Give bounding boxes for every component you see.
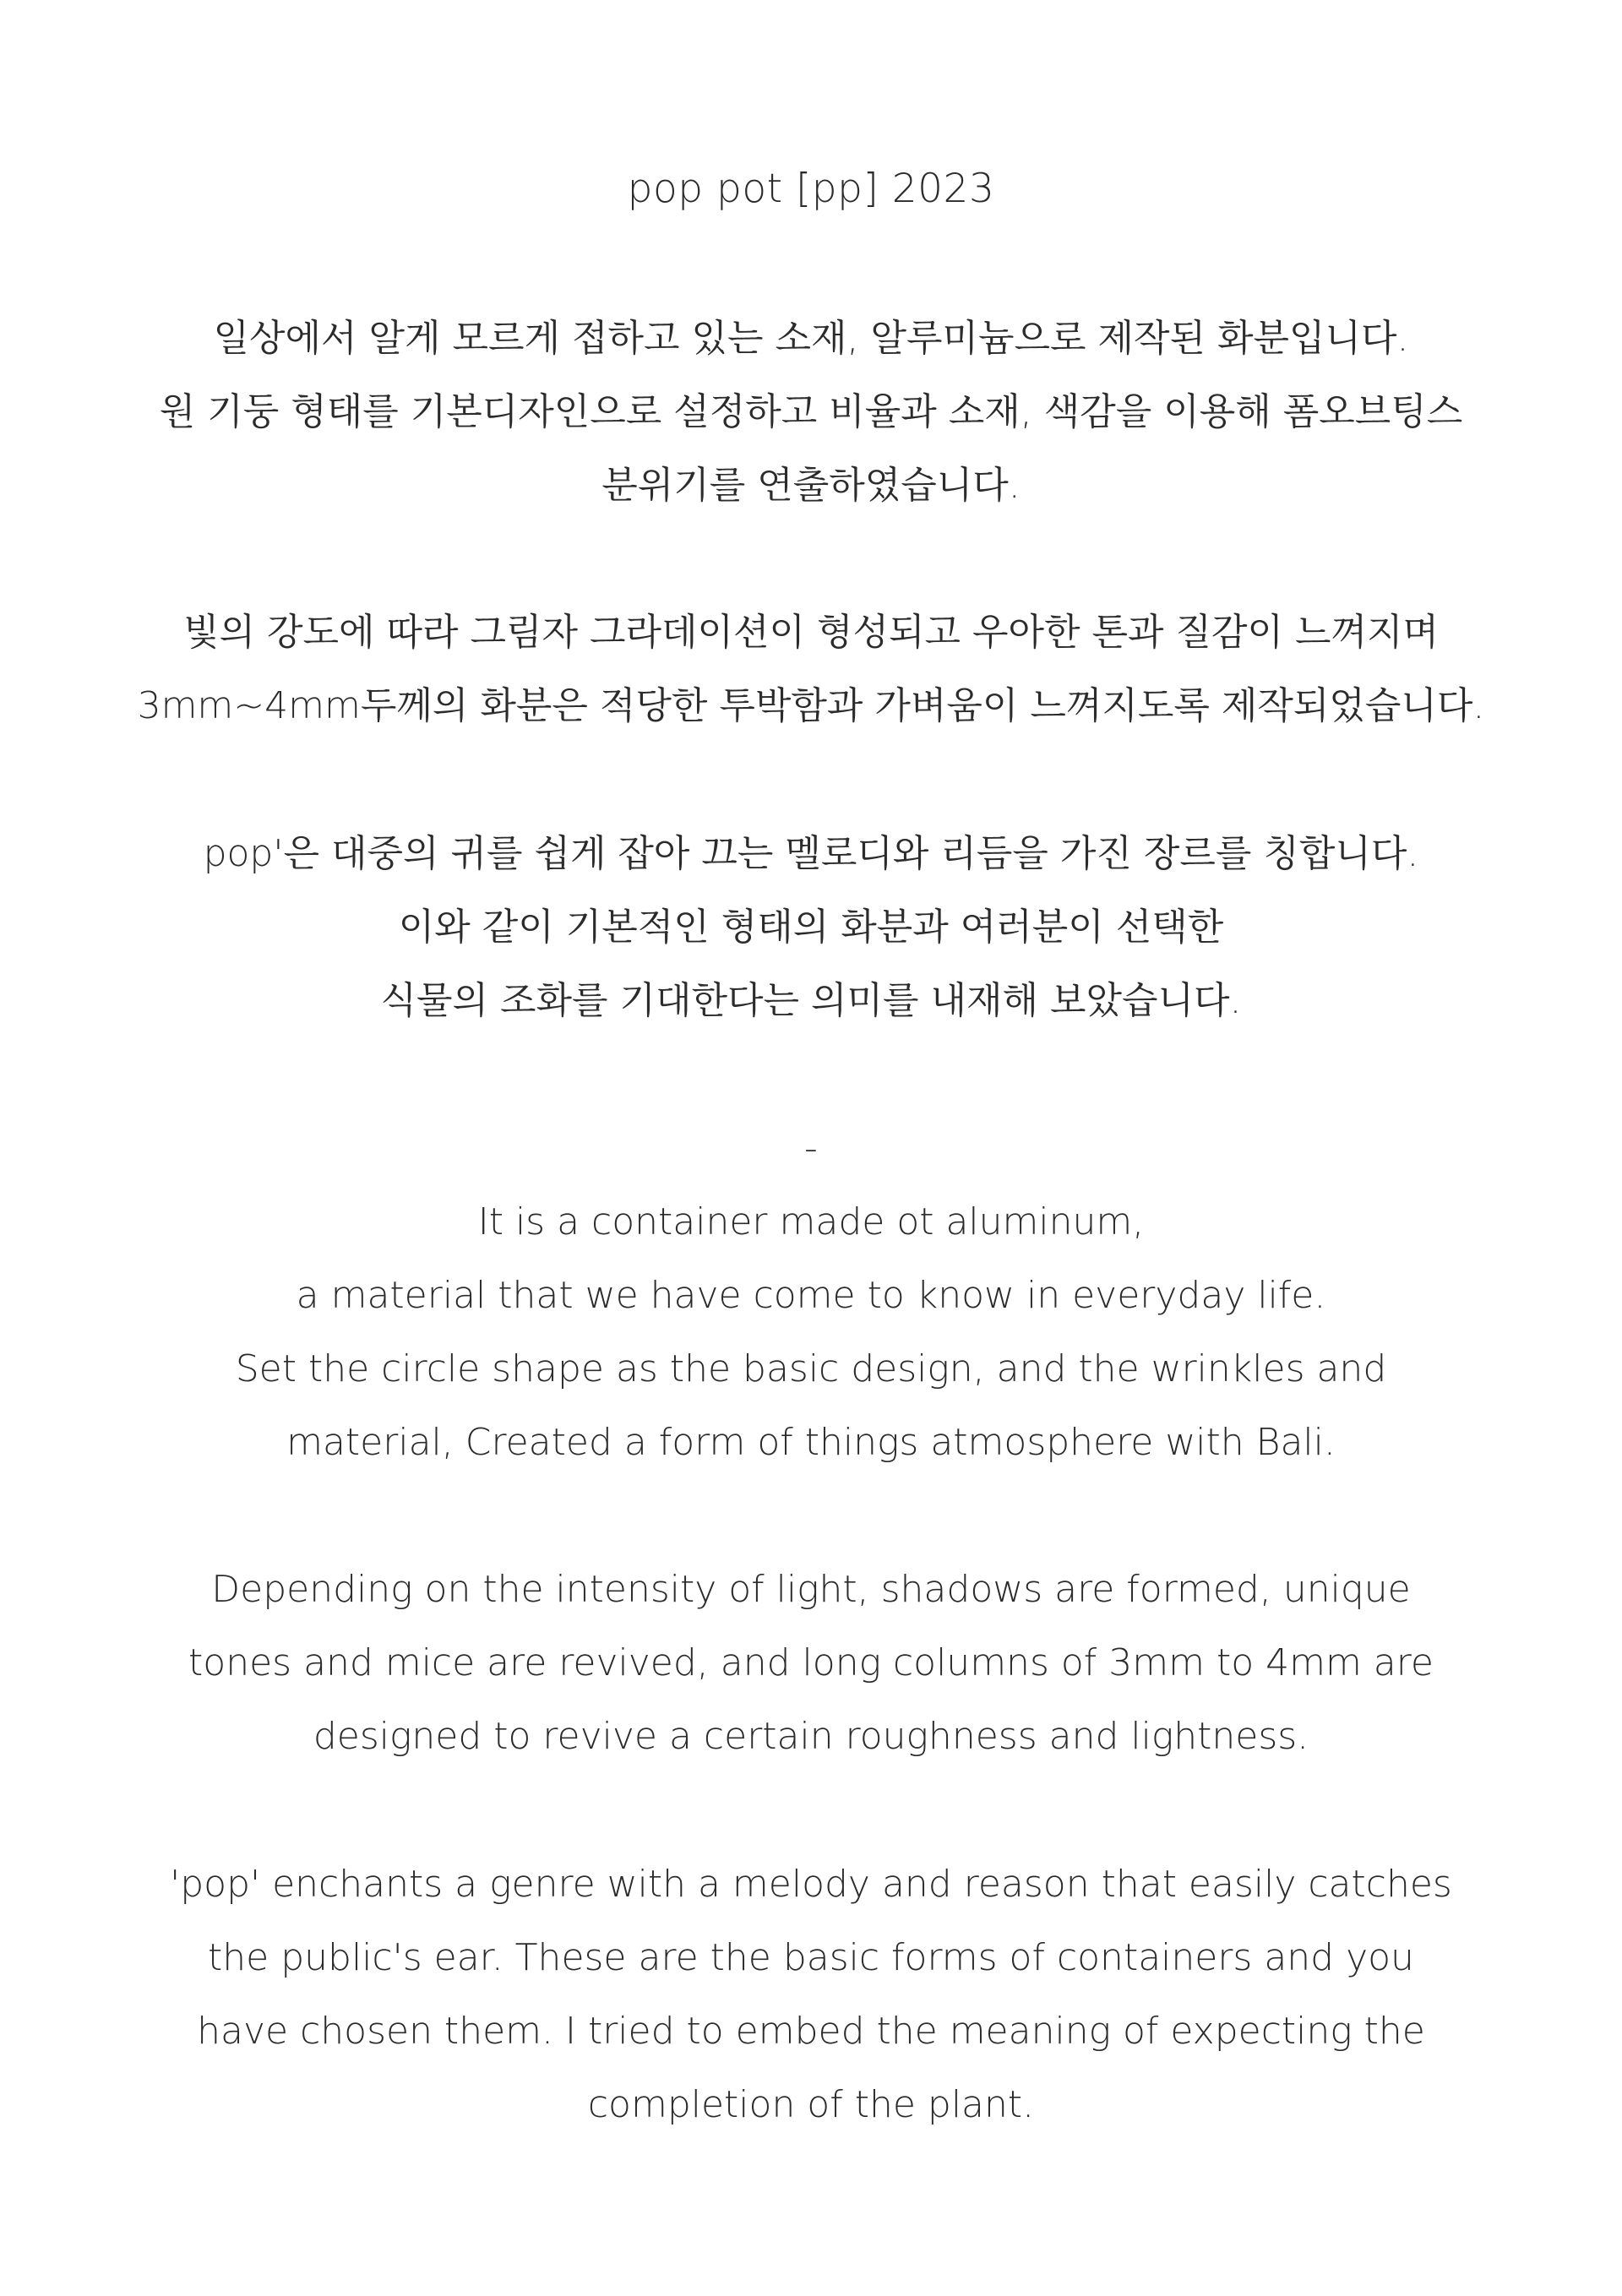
english-paragraph-2 bbox=[0, 1553, 1622, 1773]
korean-paragraph-1 bbox=[0, 302, 1622, 522]
korean-paragraph-3 bbox=[0, 817, 1622, 1037]
text-line: 3mm~4mm두께의 화분은 적당한 투박함과 가벼움이 느껴지도록 제작되었습니다. bbox=[137, 684, 1485, 727]
text-line: 'pop' enchants a genre with a melody and reason that easily catches bbox=[170, 1863, 1452, 1906]
text-line: tones and mice are revived, and long columns of 3mm to 4mm are bbox=[188, 1641, 1434, 1684]
english-paragraph-3 bbox=[0, 1847, 1622, 2141]
page-title: pop pot [pp] 2023 bbox=[627, 166, 995, 212]
text-line: It is a container made ot aluminum, bbox=[477, 1200, 1145, 1243]
english-paragraph-1 bbox=[0, 1185, 1622, 1479]
text-line: 일상에서 알게 모르게 접하고 있는 소재, 알루미늄으로 제작된 화분입니다. bbox=[213, 317, 1409, 360]
text-line: pop'은 대중의 귀를 쉽게 잡아 끄는 멜로디와 리듬을 가진 장르를 칭합니다. bbox=[203, 832, 1419, 875]
text-line: a material that we have come to know in everyday life. bbox=[296, 1274, 1326, 1317]
text-line: completion of the plant. bbox=[587, 2083, 1035, 2126]
text-line: have chosen them. I tried to embed the meaning of expecting the bbox=[197, 2010, 1425, 2053]
text-line: 분위기를 연출하였습니다. bbox=[601, 464, 1021, 507]
text-line: 원 기둥 형태를 기본디자인으로 설정하고 비율과 소재, 색감을 이용해 폼오브팅스 bbox=[159, 390, 1463, 433]
text-line: designed to revive a certain roughness and lightness. bbox=[313, 1715, 1309, 1758]
text-line: 이와 같이 기본적인 형태의 화분과 여러분이 선택한 bbox=[398, 906, 1224, 949]
text-line: Depending on the intensity of light, shadows are formed, unique bbox=[211, 1568, 1411, 1611]
text-line: 식물의 조화를 기대한다는 의미를 내재해 보았습니다. bbox=[380, 979, 1242, 1022]
text-line: the public's ear. These are the basic forms of containers and you bbox=[208, 1936, 1414, 1979]
korean-paragraph-2 bbox=[0, 596, 1622, 743]
text-line: Set the circle shape as the basic design, and the wrinkles and bbox=[235, 1347, 1387, 1390]
text-line: material, Created a form of things atmosphere with Bali. bbox=[286, 1421, 1336, 1464]
text-line: 빛의 강도에 따라 그림자 그라데이션이 형성되고 우아한 톤과 질감이 느껴지며 bbox=[182, 611, 1439, 654]
section-separator: - bbox=[804, 1127, 818, 1170]
